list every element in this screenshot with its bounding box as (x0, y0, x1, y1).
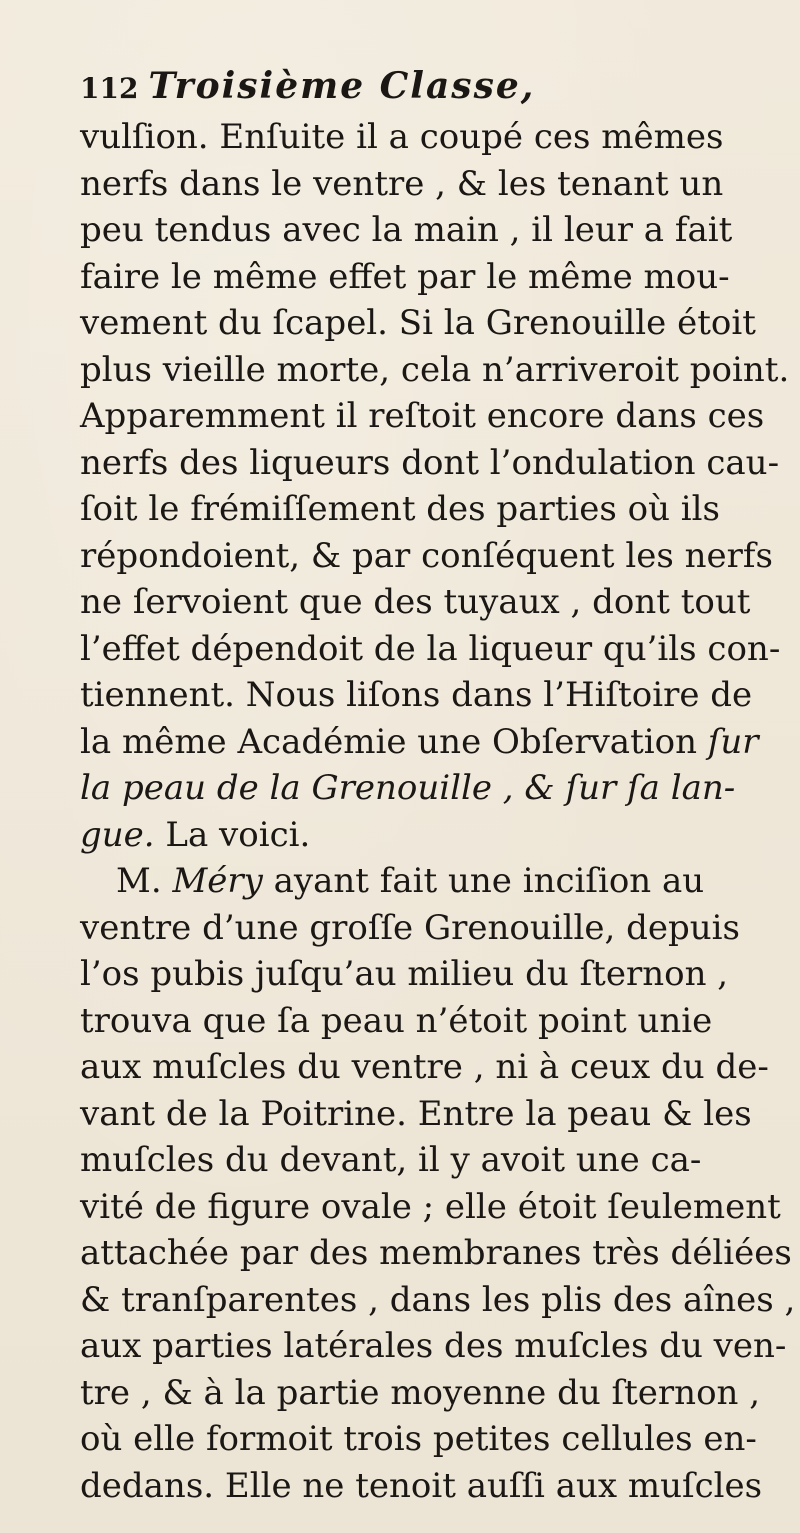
text-line: ne ſervoient que des tuyaux , dont tout (80, 582, 751, 622)
text-line: & tranſparentes , dans les plis des aînes , (80, 1279, 796, 1320)
text-line: plus vieille morte, cela n’arriveroit point. (80, 349, 790, 390)
running-head (80, 58, 770, 114)
text-span: ayant fait une inciſion au (262, 861, 705, 901)
text-line: vité de figure ovale ; elle étoit ſeulement (80, 1186, 781, 1227)
author-name: Méry (172, 861, 263, 901)
text-line: l’os pubis juſqu’au milieu du ſternon , (80, 954, 729, 994)
running-title: Troisième Classe, (148, 65, 536, 107)
text-line (80, 812, 770, 859)
text-line: nerfs dans le ventre , & les tenant un (80, 163, 724, 204)
text-line: vement du ſcapel. Si la Grenouille étoit (80, 303, 756, 343)
text-line: tiennent. Nous liſons dans l’Hiſtoire de (80, 675, 753, 715)
text-line: faire le même effet par le même mou- (80, 256, 730, 297)
text-block (80, 58, 796, 1509)
text-line: nerfs des liqueurs dont l’ondulation cau- (80, 442, 780, 483)
italic-text: ſur (707, 721, 759, 762)
text-line: tre , & à la partie moyenne du ſternon , (80, 1372, 761, 1413)
text-line: aux parties latérales des muſcles du ven- (80, 1326, 787, 1366)
text-span: La voici. (154, 814, 311, 855)
text-line: attachée par des membranes très déliées (80, 1233, 792, 1273)
italic-text-line: la peau de la Grenouille , & ſur ſa lan- (80, 768, 736, 808)
text-line: ſoit le frémiſſement des parties où ils (80, 489, 721, 529)
text-line: ventre d’une groſſe Grenouille, depuis (80, 907, 740, 948)
text-line: où elle formoit trois petites cellules en- (80, 1419, 757, 1459)
italic-text: gue. (80, 814, 155, 855)
text-line: trouva que ſa peau n’étoit point unie (80, 1000, 713, 1041)
text-line (80, 719, 770, 766)
text-line: vulſion. Enſuite il a coupé ces mêmes (80, 117, 724, 157)
text-line: dedans. Elle ne tenoit auſſi aux muſcles (80, 1465, 763, 1506)
text-line: répondoient, & par conſéquent les nerfs (80, 535, 773, 576)
text-line: Apparemment il reſtoit encore dans ces (80, 396, 765, 436)
text-span: la même Académie une Obſervation (80, 721, 708, 762)
text-line: peu tendus avec la main , il leur a fait (80, 210, 733, 250)
text-line: vant de la Poitrine. Entre la peau & les (80, 1093, 752, 1134)
text-line: aux muſcles du ventre , ni à ceux du de- (80, 1047, 769, 1087)
paragraph-start-line (80, 858, 770, 905)
text-span: M. (116, 861, 173, 901)
text-line: muſcles du devant, il y avoit une ca- (80, 1140, 702, 1180)
text-line: l’effet dépendoit de la liqueur qu’ils con- (80, 628, 781, 669)
page-number: 112 (80, 72, 139, 105)
